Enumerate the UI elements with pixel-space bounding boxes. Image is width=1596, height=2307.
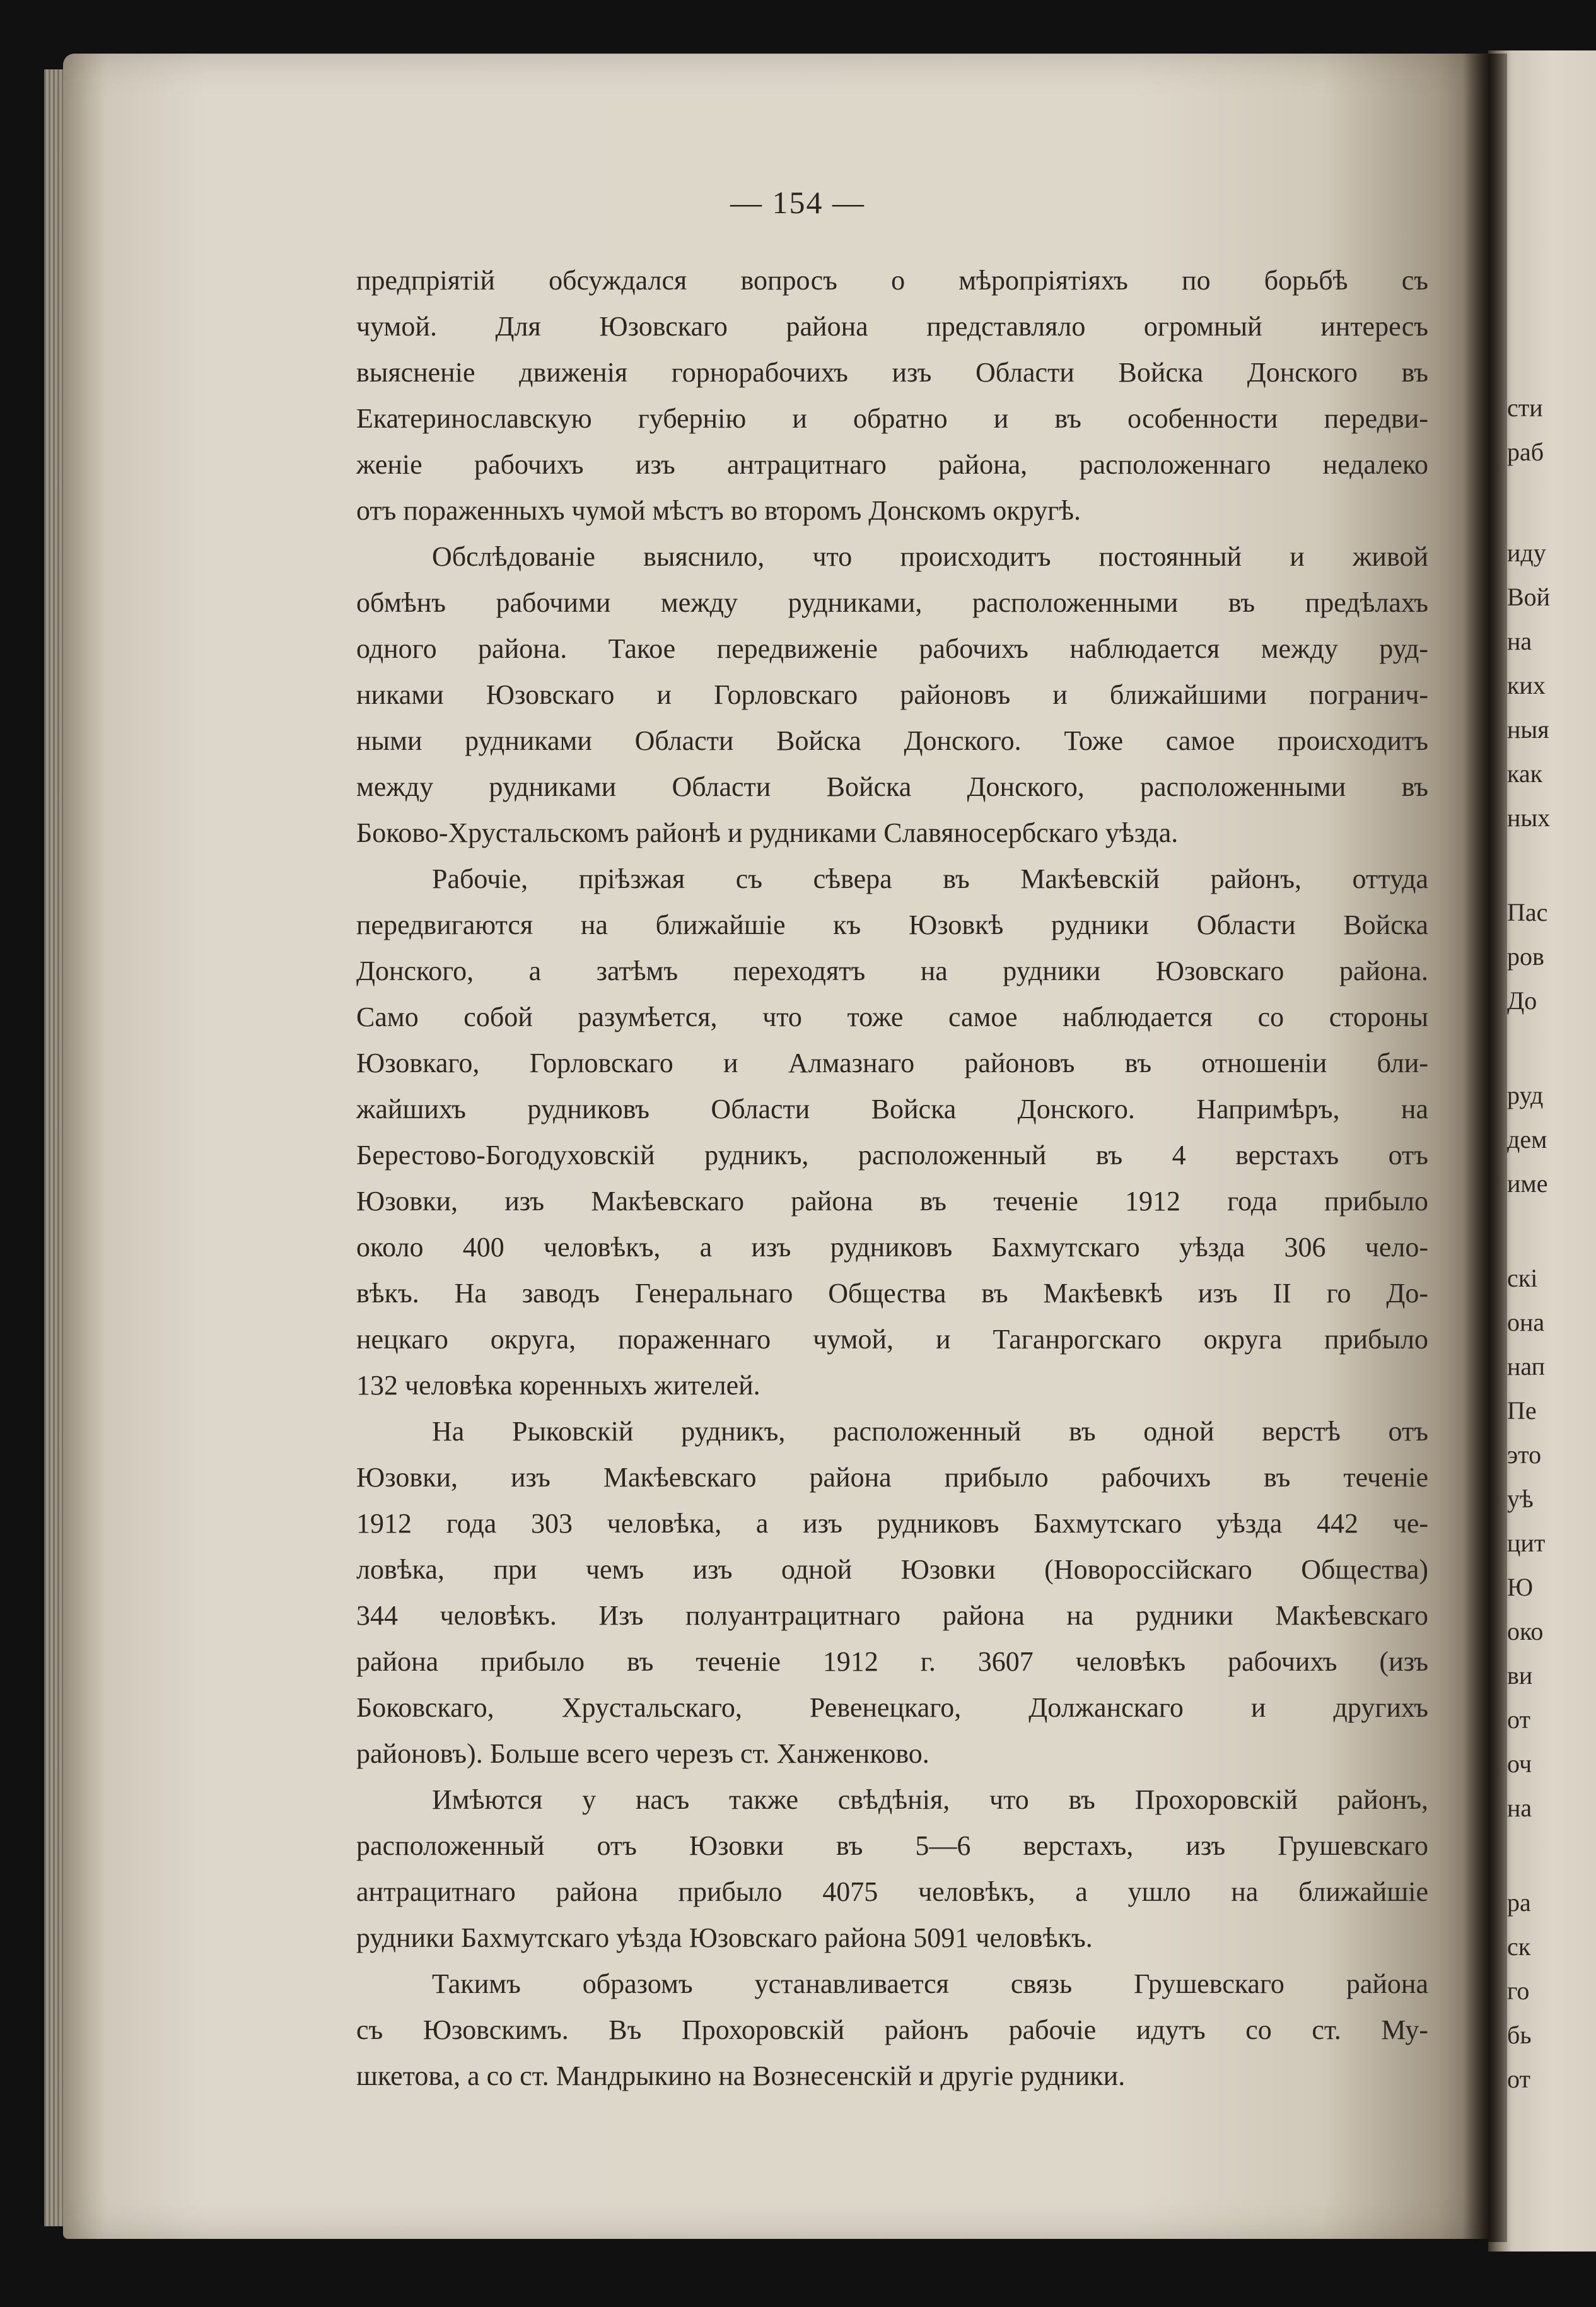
text-line: ными рудниками Области Войска Донского. Тоже самое происходитъ <box>356 725 1428 756</box>
text-line: вѣкъ. На заводъ Генеральнаго Общества въ Макѣевкѣ изъ II го До- <box>356 1278 1428 1309</box>
next-page-fragment: иду <box>1507 539 1546 567</box>
text-line: Боковскаго, Хрустальскаго, Ревенецкаго, Должанскаго и другихъ <box>356 1692 1428 1723</box>
text-line: обмѣнъ рабочими между рудниками, расположенными въ предѣлахъ <box>356 587 1428 618</box>
page-number: — 154 — <box>730 185 865 220</box>
next-page-fragment: сти <box>1507 394 1543 422</box>
text-line: Юзовки, изъ Макѣевскаго района въ теченіе 1912 года прибыло <box>356 1186 1428 1217</box>
book-gutter <box>1463 54 1507 2242</box>
text-line: одного района. Такое передвиженіе рабочихъ наблюдается между руд- <box>356 633 1428 664</box>
text-line: Донского, а затѣмъ переходятъ на рудники Юзовскаго района. <box>356 955 1428 986</box>
next-page-fragment: ров <box>1507 942 1544 971</box>
next-page-fragment: нап <box>1507 1352 1546 1381</box>
next-page-fragment: дем <box>1507 1125 1547 1154</box>
text-line: никами Юзовскаго и Горловскаго районовъ и ближайшими погранич- <box>356 679 1428 710</box>
text-line: женіе рабочихъ изъ антрацитнаго района, расположеннаго недалеко <box>356 449 1428 480</box>
next-page-fragment: это <box>1507 1440 1542 1469</box>
text-line: На Рыковскій рудникъ, расположенный въ одной верстѣ отъ <box>432 1416 1428 1447</box>
paragraph <box>356 534 1428 856</box>
next-page-fragment: скі <box>1507 1264 1538 1292</box>
next-page-fragment: ск <box>1507 1932 1531 1961</box>
next-page-fragment: го <box>1507 1977 1530 2005</box>
text-line: чумой. Для Юзовскаго района представляло огромный интересъ <box>356 311 1428 342</box>
text-line: Рабочіе, пріѣзжая съ сѣвера въ Макѣевскій районъ, оттуда <box>432 863 1428 894</box>
next-page-fragment: ныя <box>1507 715 1549 744</box>
text-line: расположенный отъ Юзовки въ 5—6 верстахъ, изъ Грушевскаго <box>356 1830 1428 1861</box>
next-page-fragment: До <box>1507 986 1537 1015</box>
next-page-fragment: как <box>1507 759 1543 788</box>
text-line: Обслѣдованіе выяснило, что происходитъ постоянный и живой <box>432 541 1428 572</box>
text-line: рудники Бахмутскаго уѣзда Юзовскаго района 5091 человѣкъ. <box>356 1922 1093 1953</box>
text-line: ловѣка, при чемъ изъ одной Юзовки (Новороссійскаго Общества) <box>356 1554 1428 1585</box>
text-line: Такимъ образомъ устанавливается связь Грушевскаго района <box>432 1968 1428 1999</box>
next-page-fragment: раб <box>1507 438 1544 466</box>
text-line: района прибыло въ теченіе 1912 г. 3607 человѣкъ рабочихъ (изъ <box>356 1646 1428 1677</box>
next-page-fragment: име <box>1507 1169 1548 1198</box>
paragraph <box>356 257 1428 534</box>
next-page-fragment: оч <box>1507 1749 1532 1778</box>
text-line: 1912 года 303 человѣка, а изъ рудниковъ Бахмутскаго уѣзда 442 че- <box>356 1508 1428 1539</box>
text-line: около 400 человѣкъ, а изъ рудниковъ Бахмутскаго уѣзда 306 чело- <box>356 1232 1428 1263</box>
text-line: съ Юзовскимъ. Въ Прохоровскій районъ рабочіе идутъ со ст. Му- <box>356 2014 1428 2045</box>
next-page-fragment: цит <box>1507 1529 1546 1557</box>
text-line: антрацитнаго района прибыло 4075 человѣкъ, а ушло на ближайшіе <box>356 1876 1428 1907</box>
next-page-fragment: ных <box>1507 803 1551 832</box>
next-page-fragment: на <box>1507 627 1532 655</box>
text-line: Берестово-Богодуховскій рудникъ, расположенный въ 4 верстахъ отъ <box>356 1140 1428 1171</box>
next-page-fragment: ких <box>1507 671 1546 699</box>
text-line: Само собой разумѣется, что тоже самое наблюдается со стороны <box>356 1002 1428 1032</box>
text-line: отъ пораженныхъ чумой мѣстъ во второмъ Донскомъ округѣ. <box>356 495 1081 526</box>
text-line: Юзовки, изъ Макѣевскаго района прибыло рабочихъ въ теченіе <box>356 1462 1428 1493</box>
text-line: нецкаго округа, пораженнаго чумой, и Таганрогскаго округа прибыло <box>356 1324 1428 1355</box>
paragraph <box>356 856 1428 1408</box>
next-page-fragment: руд <box>1507 1081 1544 1109</box>
next-page-fragment: ра <box>1507 1888 1531 1917</box>
next-page-fragment: Ю <box>1507 1573 1534 1601</box>
text-line: Юзовкаго, Горловскаго и Алмазнаго районовъ въ отношеніи бли- <box>356 1048 1428 1078</box>
next-page-fragment: от <box>1507 1705 1530 1734</box>
next-page-fragment: от <box>1507 2065 1530 2093</box>
paragraph <box>356 1408 1428 1777</box>
text-line: передвигаются на ближайшіе къ Юзовкѣ рудники Области Войска <box>356 909 1428 940</box>
text-line: Екатеринославскую губернію и обратно и въ особенности передви- <box>356 403 1428 434</box>
paragraph <box>356 1777 1428 1961</box>
next-page-fragment: ви <box>1507 1661 1533 1690</box>
text-line: районовъ). Больше всего черезъ ст. Ханженково. <box>356 1738 929 1769</box>
text-line: выясненіе движенія горнорабочихъ изъ Области Войска Донского въ <box>356 357 1428 388</box>
next-page-fragment: она <box>1507 1308 1545 1336</box>
page-body <box>356 257 1428 2099</box>
next-page-fragment: Пе <box>1507 1396 1537 1425</box>
text-line: жайшихъ рудниковъ Области Войска Донского. Напримѣръ, на <box>356 1094 1428 1124</box>
text-line: предпріятій обсуждался вопросъ о мѣропріятіяхъ по борьбѣ съ <box>356 265 1428 296</box>
text-line: между рудниками Области Войска Донского, расположенными въ <box>356 771 1428 802</box>
text-line: 344 человѣкъ. Изъ полуантрацитнаго района на рудники Макѣевскаго <box>356 1600 1428 1631</box>
next-page-fragment: на <box>1507 1794 1532 1822</box>
text-line: 132 человѣка коренныхъ жителей. <box>356 1370 760 1401</box>
paragraph <box>356 1961 1428 2099</box>
text-line: шкетова, а со ст. Мандрыкино на Вознесенскій и другіе рудники. <box>356 2060 1126 2091</box>
next-page-fragment: око <box>1507 1617 1544 1645</box>
next-page-fragment: Пас <box>1507 898 1548 926</box>
next-page-fragment: уѣ <box>1507 1485 1534 1513</box>
next-page-fragment: Вой <box>1507 583 1551 611</box>
text-line: Имѣются у насъ также свѣдѣнія, что въ Прохоровскій районъ, <box>432 1784 1428 1815</box>
text-line: Боково-Хрустальскомъ районѣ и рудниками Славяносербскаго уѣзда. <box>356 817 1179 848</box>
next-page-fragment: бь <box>1507 2021 1532 2049</box>
